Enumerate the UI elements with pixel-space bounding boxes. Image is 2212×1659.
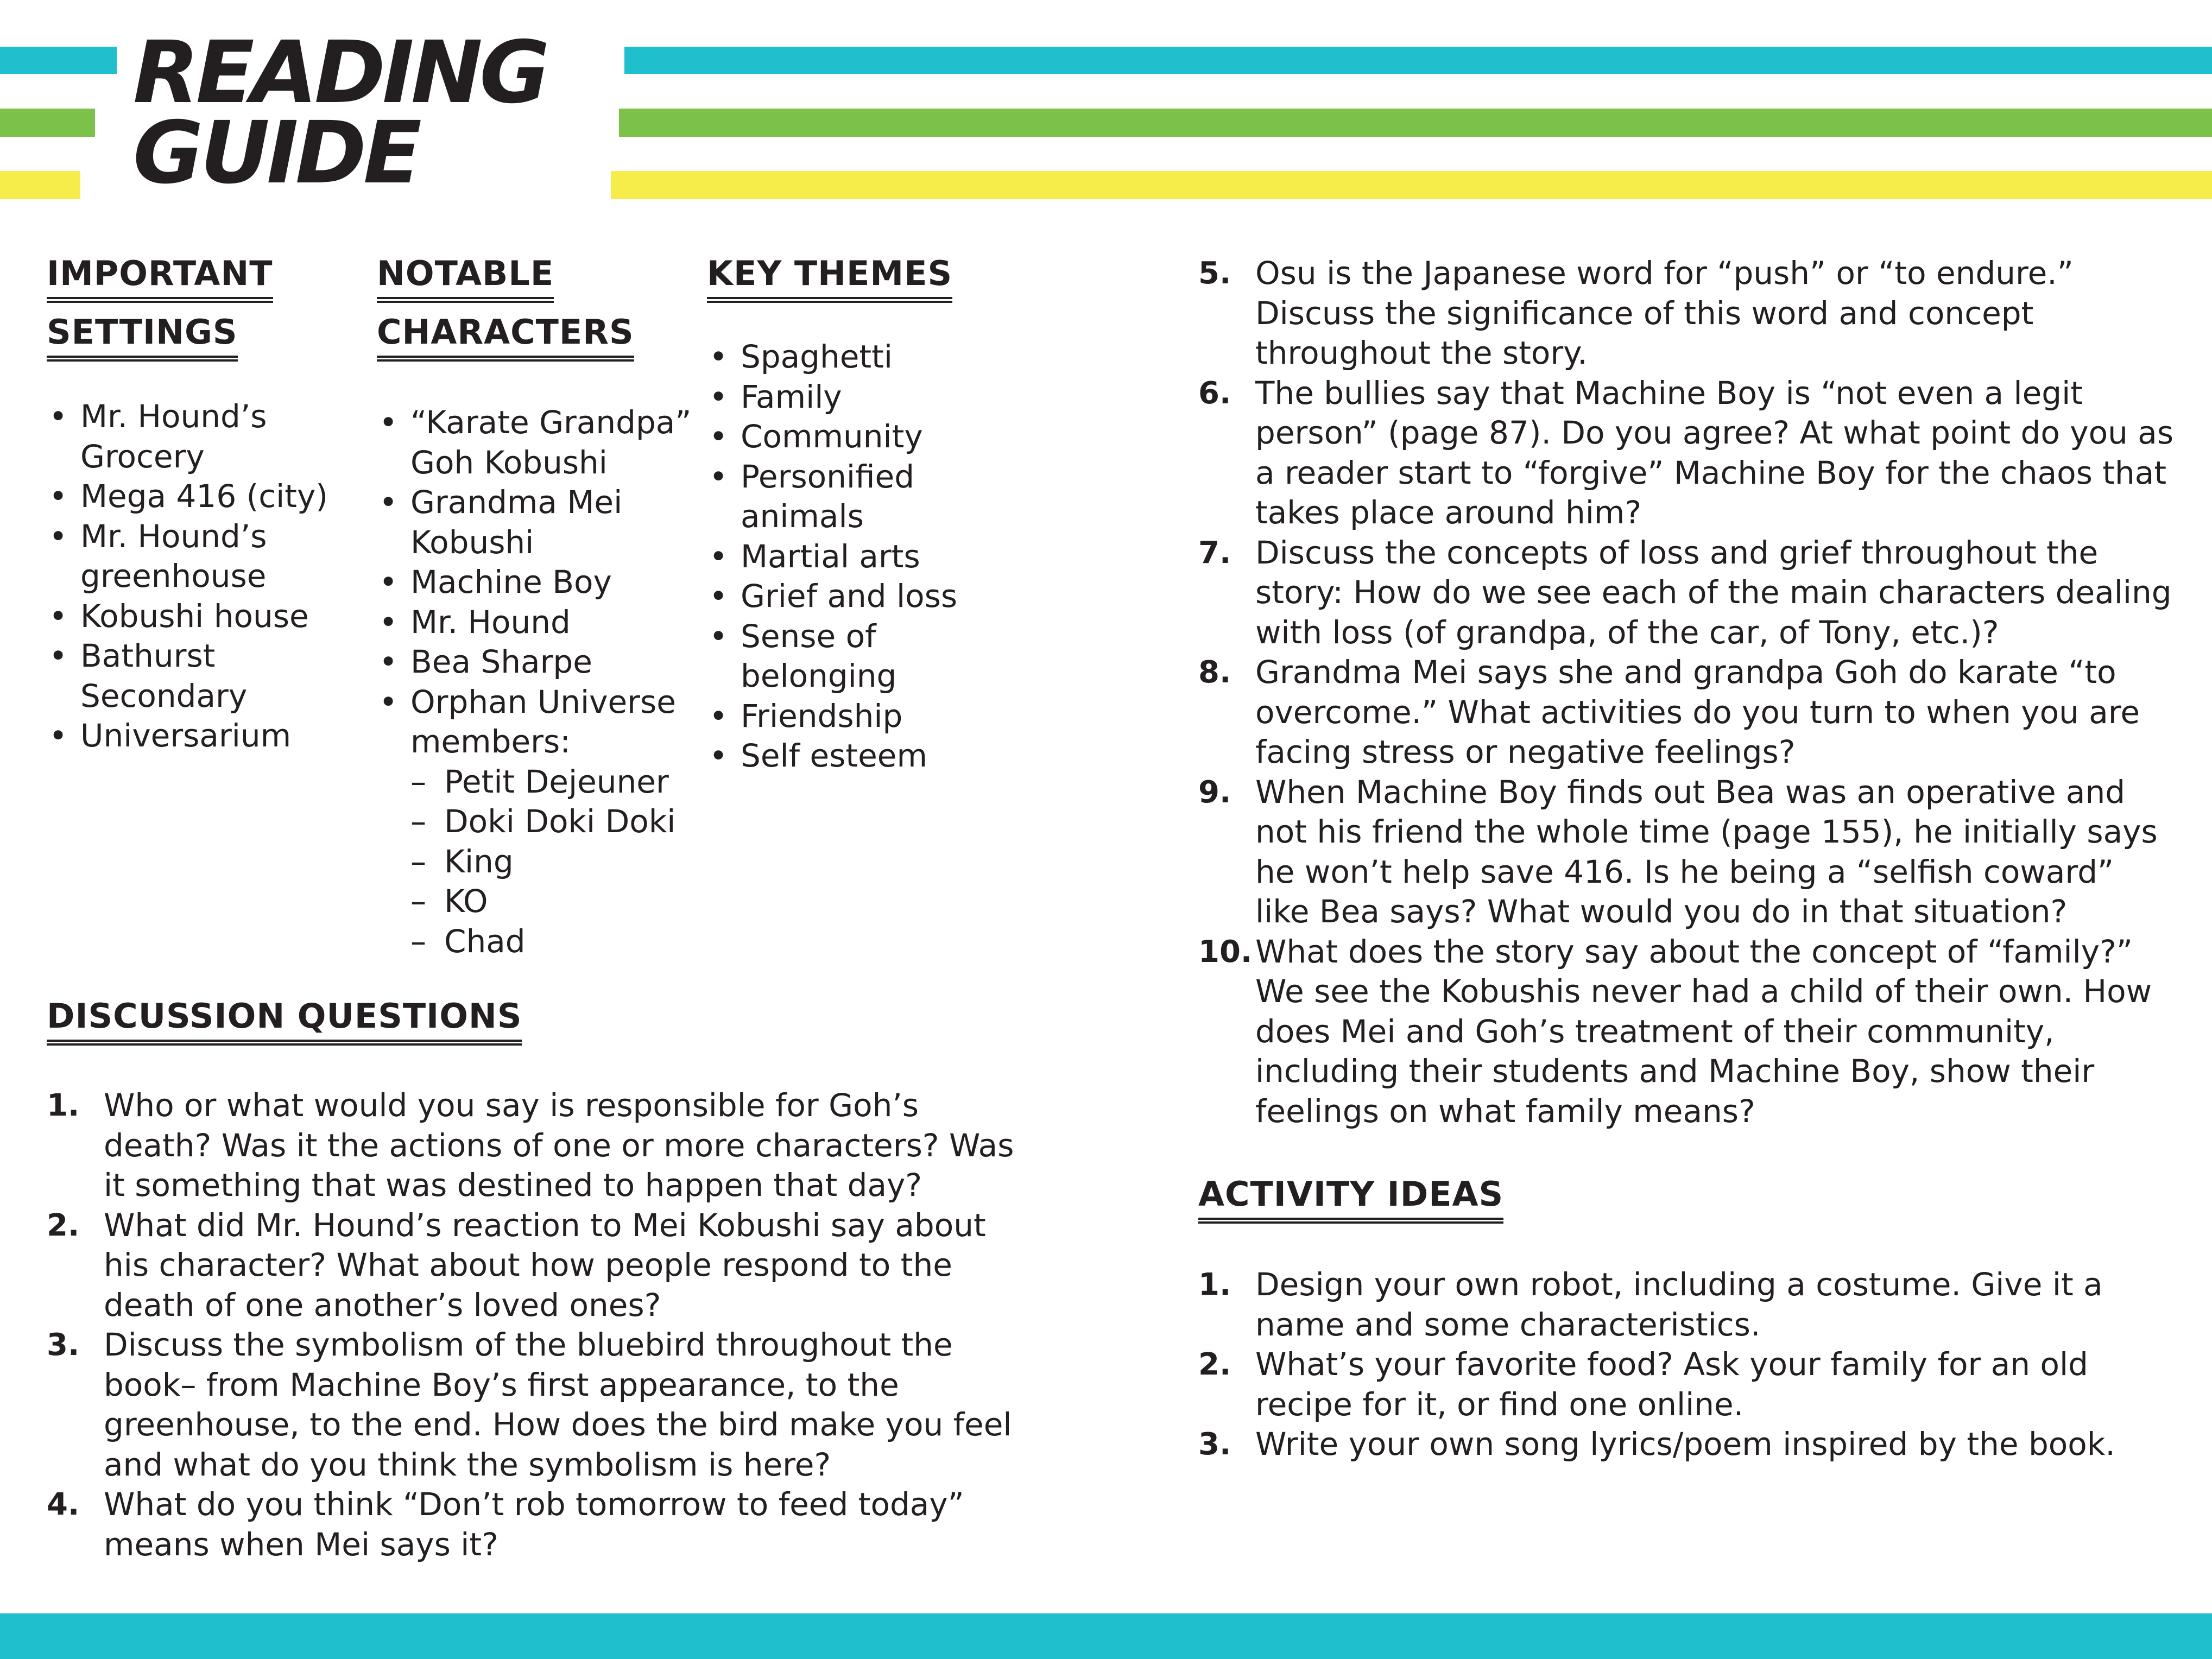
character-item-text: Mr. Hound (410, 603, 571, 641)
question-item (1198, 932, 2176, 1132)
characters-list (377, 403, 692, 961)
theme-item (707, 537, 962, 577)
character-item (377, 642, 692, 682)
activity-item-text: Write your own song lyrics/poem inspired by the book. (1255, 1426, 2115, 1462)
theme-item-text: Community (741, 418, 923, 455)
question-item (47, 1206, 1019, 1326)
settings-item (47, 597, 329, 637)
discussion-questions-left (47, 1086, 1019, 1565)
title-line-1: READING (133, 23, 547, 123)
theme-item (707, 577, 962, 617)
activity-item-number: 2. (1198, 1347, 1231, 1382)
activity-item-number: 1. (1198, 1267, 1231, 1302)
question-item-number: 6. (1198, 375, 1231, 411)
settings-list (47, 397, 329, 756)
member-item: – King (410, 842, 692, 882)
settings-item-text: Mr. Hound’s greenhouse (80, 517, 267, 594)
question-item-text: Osu is the Japanese word for “push” or “to endure.” Discuss the significance of this word and concept throughout the story. (1255, 255, 2074, 371)
theme-item-text: Friendship (741, 697, 903, 734)
theme-item (707, 736, 962, 776)
question-item (1198, 772, 2176, 932)
settings-item-text: Mr. Hound’s Grocery (80, 398, 267, 475)
discussion-questions-right (1198, 254, 2176, 1131)
question-item-number: 4. (47, 1487, 80, 1522)
character-item-text: “Karate Grandpa” Goh Kobushi (410, 404, 692, 481)
theme-item-text: Personified animals (741, 458, 915, 535)
footer-stripe-cyan (0, 1613, 2212, 1659)
header-stripe-yellow (0, 171, 80, 199)
discussion-heading-label: DISCUSSION QUESTIONS (47, 995, 522, 1046)
activities-heading (1198, 1165, 1503, 1224)
question-item-number: 7. (1198, 535, 1231, 571)
settings-item (47, 636, 329, 716)
header-stripe-cyan (624, 47, 2212, 74)
activity-item-number: 3. (1198, 1427, 1231, 1462)
character-item (377, 562, 692, 603)
settings-item (47, 716, 329, 756)
question-item (1198, 254, 2176, 373)
theme-item (707, 377, 962, 417)
question-item-number: 3. (47, 1327, 80, 1363)
theme-item-text: Family (741, 378, 842, 415)
theme-item (707, 417, 962, 457)
character-item (377, 603, 692, 643)
settings-item-text: Mega 416 (city) (80, 478, 328, 515)
question-item-number: 8. (1198, 655, 1231, 690)
question-item-text: Discuss the symbolism of the bluebird throughout the book– from Machine Boy’s first appearance, to the greenhouse, to the end. How does the bird make you feel and what do you think the symbolism is here? (104, 1326, 1012, 1483)
theme-item-text: Spaghetti (741, 338, 893, 375)
question-item-text: Discuss the concepts of loss and grief throughout the story: How do we see each of the main characters dealing with loss (of grandpa, of the car, of Tony, etc.)? (1255, 534, 2172, 651)
question-item-text: Grandma Mei says she and grandpa Goh do karate “to overcome.” What activities do you turn to when you are facing stress or negative feelings? (1255, 654, 2140, 770)
question-item-number: 1. (47, 1088, 80, 1123)
activities-list (1198, 1265, 2176, 1465)
theme-item (707, 617, 962, 696)
settings-item-text: Kobushi house (80, 597, 309, 635)
settings-item (47, 517, 329, 597)
question-item (47, 1485, 1019, 1565)
question-item-text: The bullies say that Machine Boy is “not even a legit person” (page 87). Do you agree? At what point do you as a reader start to “forgive” Machine Boy for the chaos that takes place around him? (1255, 374, 2174, 531)
member-item: – Doki Doki Doki (410, 802, 692, 842)
question-item-number: 5. (1198, 256, 1231, 291)
theme-item (707, 696, 962, 737)
activity-item (1198, 1345, 2176, 1424)
question-item (1198, 533, 2176, 653)
theme-item-text: Grief and loss (741, 578, 958, 615)
question-item-text: What does the story say about the concept of “family?” We see the Kobushis never had a child of their own. How does Mei and Goh’s treatment of their community, including their students and Machine Boy, show their feelings on what family means? (1255, 933, 2152, 1130)
character-item (377, 403, 692, 483)
question-item (1198, 653, 2176, 772)
page-title (133, 23, 547, 203)
activity-item (1198, 1424, 2176, 1465)
question-item-number: 10. (1198, 934, 1253, 970)
theme-item (707, 457, 962, 537)
question-item (47, 1325, 1019, 1485)
header-stripe-green (619, 109, 2212, 137)
members-list (410, 762, 692, 962)
themes-list (707, 337, 962, 776)
question-item (1198, 373, 2176, 533)
settings-heading-line-1: IMPORTANT (47, 252, 273, 303)
activities-heading-label: ACTIVITY IDEAS (1198, 1173, 1503, 1224)
theme-item-text: Sense of belonging (741, 617, 897, 694)
question-item-text: When Machine Boy finds out Bea was an operative and not his friend the whole time (page 155), he initially says he won’t help save 416. Is he being a “selfish coward” like Bea says? What would you do in that situation? (1255, 773, 2158, 930)
question-item (47, 1086, 1019, 1206)
member-item: – Chad (410, 922, 692, 962)
discussion-heading (47, 987, 522, 1046)
themes-heading-label: KEY THEMES (707, 252, 952, 303)
header-stripe-green (0, 109, 95, 137)
theme-item (707, 337, 962, 377)
character-item-text: Machine Boy (410, 563, 612, 600)
header-stripe-cyan (0, 47, 117, 74)
activity-item-text: Design your own robot, including a costume. Give it a name and some characteristics. (1255, 1266, 2103, 1343)
character-item-text: Orphan Universe members: (410, 683, 676, 760)
question-item-text: What did Mr. Hound’s reaction to Mei Kobushi say about his character? What about how people respond to the death of one another’s loved ones? (104, 1206, 986, 1324)
question-item-number: 9. (1198, 774, 1231, 810)
question-item-text: What do you think “Don’t rob tomorrow to feed today” means when Mei says it? (104, 1486, 964, 1563)
settings-heading (47, 244, 273, 362)
themes-heading (707, 244, 952, 303)
header-stripe-yellow (611, 171, 2212, 199)
settings-item-text: Bathurst Secondary (80, 637, 248, 714)
characters-heading-line-1: NOTABLE (377, 252, 554, 303)
question-item-number: 2. (47, 1207, 80, 1243)
activity-item-text: What’s your favorite food? Ask your family for an old recipe for it, or find one online. (1255, 1346, 2088, 1423)
settings-item (47, 397, 329, 477)
activity-item (1198, 1265, 2176, 1345)
settings-item-text: Universarium (80, 717, 292, 754)
member-item: – Petit Dejeuner (410, 762, 692, 802)
theme-item-text: Self esteem (741, 737, 927, 774)
question-item-text: Who or what would you say is responsible for Goh’s death? Was it the actions of one or more characters? Was it something that was destined to happen that day? (104, 1087, 1014, 1204)
character-item-text: Grandma Mei Kobushi (410, 484, 623, 561)
title-line-2: GUIDE (133, 103, 419, 203)
character-item (377, 682, 692, 962)
settings-heading-line-2: SETTINGS (47, 311, 238, 362)
settings-item (47, 477, 329, 517)
character-item (377, 483, 692, 562)
character-item-text: Bea Sharpe (410, 643, 592, 680)
characters-heading-line-2: CHARACTERS (377, 311, 634, 362)
characters-heading (377, 244, 634, 362)
member-item: – KO (410, 882, 692, 922)
theme-item-text: Martial arts (741, 537, 920, 575)
